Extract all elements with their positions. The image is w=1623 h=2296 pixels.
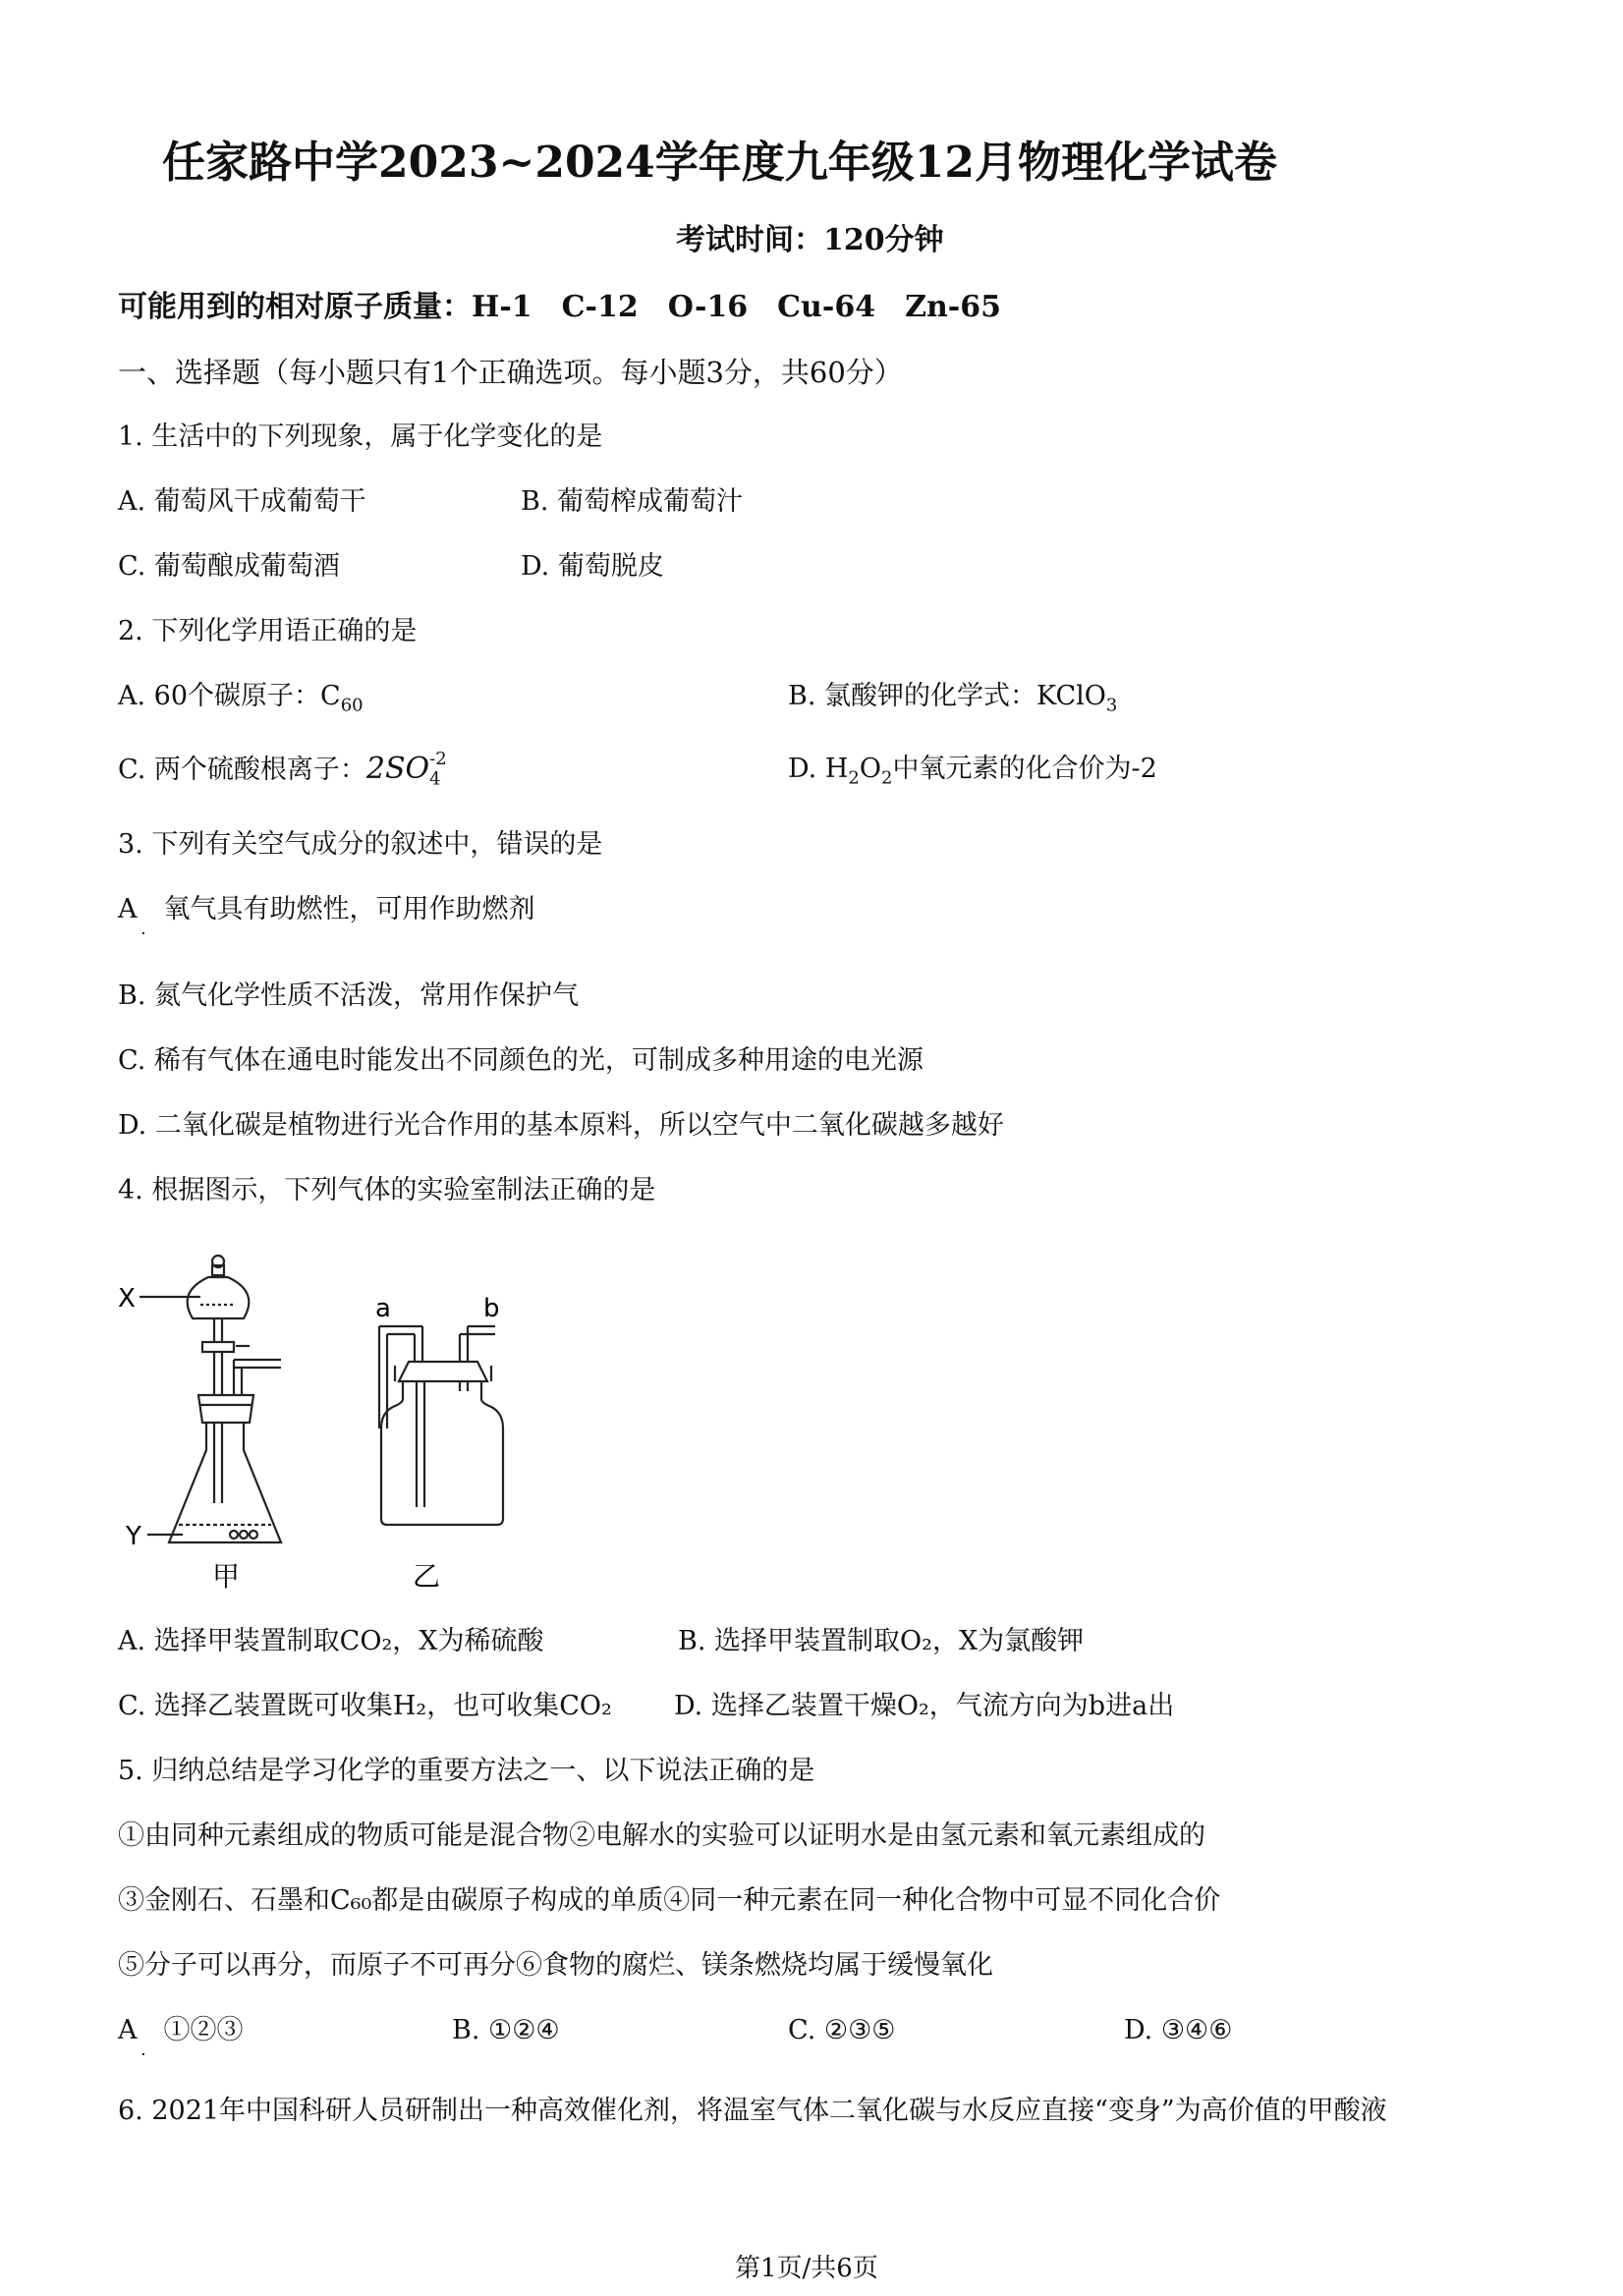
- q4-stem: 4. 根据图示，下列气体的实验室制法正确的是: [118, 1175, 656, 1205]
- atomic-mass-line: 可能用到的相对原子质量：H-1 C-12 O-16 Cu-64 Zn-65: [118, 290, 1001, 324]
- apparatus-jia: [140, 1256, 281, 1542]
- q2-stem: 2. 下列化学用语正确的是: [118, 616, 418, 646]
- q4-option-b: B. 选择甲装置制取O₂，X为氯酸钾: [678, 1626, 1085, 1656]
- q1-option-d: D. 葡萄脱皮: [521, 551, 664, 582]
- q3-stem: 3. 下列有关空气成分的叙述中，错误的是: [118, 829, 603, 860]
- exam-time: 考试时间：120分钟: [676, 223, 944, 257]
- label-a: a: [375, 1294, 391, 1323]
- q3-option-b: B. 氮气化学性质不活泼，常用作保护气: [118, 980, 580, 1011]
- label-b: b: [483, 1294, 500, 1323]
- q4-option-a: A. 选择甲装置制取CO₂，X为稀硫酸: [118, 1626, 544, 1656]
- q5-stem: 5. 归纳总结是学习化学的重要方法之一、以下说法正确的是: [118, 1756, 815, 1786]
- q3-option-d: D. 二氧化碳是植物进行光合作用的基本原料，所以空气中二氧化碳越多越好: [118, 1110, 1004, 1141]
- label-y: Y: [126, 1522, 141, 1551]
- q2-option-c: C. 两个硫酸根离子：$2SO_4$ -2: [118, 749, 447, 790]
- apparatus-figure: [118, 1248, 540, 1601]
- section-heading: 一、选择题（每小题只有1个正确选项。每小题3分，共60分）: [118, 356, 903, 389]
- q2-option-d: D. $H_2O_2$中氧元素的化合价为-2: [788, 754, 1157, 789]
- q4-option-c: C. 选择乙装置既可收集H₂，也可收集CO₂: [118, 1691, 612, 1721]
- q5-option-c: C. ②③⑤: [788, 2015, 896, 2045]
- q5-option-a: A ①②③: [118, 2015, 244, 2045]
- page-footer: 第1页/共6页: [735, 2254, 878, 2283]
- q1-option-b: B. 葡萄榨成葡萄汁: [521, 486, 744, 517]
- q2-option-b: B. 氯酸钾的化学式：KClO$_3$: [788, 681, 1118, 716]
- apparatus-yi: [379, 1326, 503, 1525]
- q1-stem: 1. 生活中的下列现象，属于化学变化的是: [118, 421, 603, 452]
- q5-option-d: D. ③④⑥: [1124, 2015, 1233, 2045]
- q5-statement-line-3: ⑤分子可以再分，而原子不可再分⑥食物的腐烂、镁条燃烧均属于缓慢氧化: [118, 1950, 993, 1981]
- q1-option-a: A. 葡萄风干成葡萄干: [118, 486, 366, 517]
- q3-option-a: A 氧气具有助燃性，可用作助燃剂: [118, 894, 535, 924]
- label-x: X: [118, 1284, 136, 1314]
- q3-option-c: C. 稀有气体在通电时能发出不同颜色的光，可制成多种用途的电光源: [118, 1045, 923, 1076]
- q5-option-b: B. ①②④: [452, 2015, 560, 2045]
- label-yi: 乙: [413, 1560, 441, 1593]
- q1-option-c: C. 葡萄酿成葡萄酒: [118, 551, 340, 582]
- q2-option-a: A. 60个碳原子：$C_{60}$: [118, 681, 364, 716]
- q5-statement-line-2: ③金刚石、石墨和C₆₀都是由碳原子构成的单质④同一种元素在同一种化合物中可显不同化合价: [118, 1885, 1221, 1916]
- q6-stem: 6. 2021年中国科研人员研制出一种高效催化剂，将温室气体二氧化碳与水反应直接“变身”为高价值的甲酸液: [118, 2096, 1387, 2126]
- label-jia: 甲: [212, 1560, 241, 1593]
- q5-statement-line-1: ①由同种元素组成的物质可能是混合物②电解水的实验可以证明水是由氢元素和氧元素组成的: [118, 1820, 1205, 1851]
- exam-title: 任家路中学2023~2024学年度九年级12月物理化学试卷: [162, 138, 1278, 188]
- dot-mark: ·: [140, 2044, 146, 2065]
- dot-mark: ·: [140, 924, 146, 944]
- q4-option-d: D. 选择乙装置干燥O₂，气流方向为b进a出: [674, 1691, 1175, 1721]
